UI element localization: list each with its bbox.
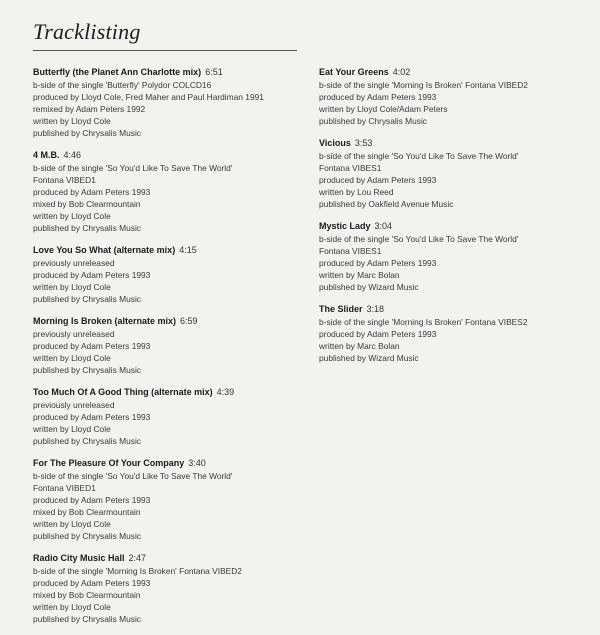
track-the-slider (319, 303, 587, 364)
track-note: written by Lou Reed (319, 186, 394, 197)
track-note: published by Chrysalis Music (33, 223, 141, 234)
track-note: produced by Adam Peters 1993 (319, 91, 437, 102)
track-note: published by Oakfield Avenue Music (319, 198, 454, 209)
track-note: b-side of the single 'Morning Is Broken' Fontana VIBED2 (319, 79, 528, 90)
track-radio-city-music-hall (33, 552, 301, 625)
track-duration: 4:39 (216, 387, 235, 398)
track-note: written by Lloyd Cole (33, 602, 111, 613)
track-note: published by Chrysalis Music (33, 294, 141, 305)
track-note: produced by Adam Peters 1993 (33, 340, 151, 351)
track-vicious (319, 137, 587, 210)
track-note: mixed by Bob Clearmountain (33, 198, 141, 209)
track-note: b-side of the single 'So You'd Like To Save The World' (319, 150, 519, 161)
track-note: produced by Adam Peters 1993 (33, 494, 151, 505)
track-title: Radio City Music Hall (33, 553, 125, 564)
track-duration: 2:47 (128, 553, 147, 564)
track-header (33, 552, 301, 565)
track-note: written by Lloyd Cole/Adam Peters (319, 103, 448, 114)
track-title: Too Much Of A Good Thing (alternate mix) (33, 387, 213, 398)
track-note: published by Chrysalis Music (319, 115, 427, 126)
track-note: published by Chrysalis Music (33, 365, 141, 376)
track-header (33, 315, 301, 328)
track-note: written by Lloyd Cole (33, 115, 111, 126)
track-note: b-side of the single 'Butterfly' Polydor COLCD16 (33, 79, 212, 90)
track-note: produced by Adam Peters 1993 (33, 411, 151, 422)
track-title: For The Pleasure Of Your Company (33, 458, 185, 469)
tracklist-right-column (319, 66, 587, 374)
track-note: published by Wizard Music (319, 282, 419, 292)
track-title: Eat Your Greens (319, 67, 389, 77)
track-note: written by Lloyd Cole (33, 211, 111, 222)
track-morning-is-broken (33, 315, 301, 376)
track-note: previously unreleased (33, 328, 115, 339)
track-title: The Slider (319, 304, 363, 315)
track-4-mb (33, 149, 301, 234)
track-title: 4 M.B. (33, 150, 60, 161)
track-note: Fontana VIBED1 (33, 174, 96, 185)
track-header (319, 303, 587, 316)
track-title: Butterfly (the Planet Ann Charlotte mix) (33, 67, 202, 77)
track-duration: 6:59 (180, 316, 198, 327)
track-love-you-so-what (33, 244, 301, 305)
track-note: remixed by Adam Peters 1992 (33, 103, 146, 114)
track-note: b-side of the single 'So You'd Like To Save The World' (33, 162, 233, 173)
track-header (33, 457, 301, 470)
track-note: published by Chrysalis Music (33, 436, 141, 447)
track-header (319, 137, 587, 150)
track-note: produced by Adam Peters 1993 (33, 186, 151, 197)
track-note: written by Lloyd Cole (33, 352, 111, 363)
track-duration: 3:53 (354, 137, 373, 148)
track-note: produced by Lloyd Cole, Fred Maher and Paul Hardiman 1991 (33, 91, 264, 102)
track-note: published by Chrysalis Music (33, 531, 141, 542)
track-note: written by Lloyd Cole (33, 423, 111, 434)
track-note: produced by Adam Peters 1993 (319, 257, 437, 268)
track-note: b-side of the single 'Morning Is Broken' Fontana VIBED2 (33, 565, 242, 576)
page-title: Tracklisting (33, 19, 141, 44)
track-note: written by Marc Bolan (319, 340, 400, 351)
track-title: Love You So What (alternate mix) (33, 245, 176, 256)
track-note: mixed by Bob Clearmountain (33, 590, 141, 601)
track-note: previously unreleased (33, 399, 115, 410)
track-header (33, 66, 301, 79)
track-note: b-side of the single 'Morning Is Broken' Fontana VIBES2 (319, 316, 528, 327)
track-note: written by Lloyd Cole (33, 282, 111, 292)
track-note: Fontana VIBED1 (33, 482, 96, 493)
track-duration: 4:46 (63, 150, 82, 161)
track-note: b-side of the single 'So You'd Like To Save The World' (319, 233, 519, 244)
track-note: produced by Adam Peters 1993 (319, 174, 437, 185)
track-header (319, 66, 587, 79)
track-note: published by Chrysalis Music (33, 127, 141, 138)
track-header (33, 386, 301, 399)
track-eat-your-greens (319, 66, 587, 127)
track-duration: 3:40 (188, 458, 206, 469)
track-title: Mystic Lady (319, 221, 371, 232)
track-note: produced by Adam Peters 1993 (33, 269, 151, 280)
track-header (33, 244, 301, 257)
track-duration: 4:02 (392, 67, 411, 77)
track-note: published by Wizard Music (319, 352, 419, 363)
track-header (319, 220, 587, 233)
track-note: Fontana VIBES1 (319, 162, 382, 173)
tracklist-left-column (33, 66, 301, 635)
track-note: published by Chrysalis Music (33, 614, 141, 625)
track-butterfly (33, 66, 301, 139)
track-mystic-lady (319, 220, 587, 293)
track-note: written by Lloyd Cole (33, 519, 111, 530)
track-duration: 3:18 (366, 304, 385, 315)
track-duration: 4:15 (179, 245, 197, 256)
track-too-much-of-a-good-thing (33, 386, 301, 447)
track-note: written by Marc Bolan (319, 269, 400, 280)
track-duration: 3:04 (374, 221, 393, 232)
track-note: produced by Adam Peters 1993 (33, 577, 151, 588)
track-header (33, 149, 301, 162)
track-note: produced by Adam Peters 1993 (319, 328, 437, 339)
title-divider (33, 50, 297, 51)
track-for-the-pleasure-of-your-company (33, 457, 301, 542)
track-note: b-side of the single 'So You'd Like To Save The World' (33, 470, 233, 481)
track-note: previously unreleased (33, 257, 115, 268)
track-title: Morning Is Broken (alternate mix) (33, 316, 177, 327)
track-title: Vicious (319, 137, 351, 148)
track-note: mixed by Bob Clearmountain (33, 507, 141, 517)
track-duration: 6:51 (205, 67, 223, 77)
track-note: Fontana VIBES1 (319, 245, 382, 256)
